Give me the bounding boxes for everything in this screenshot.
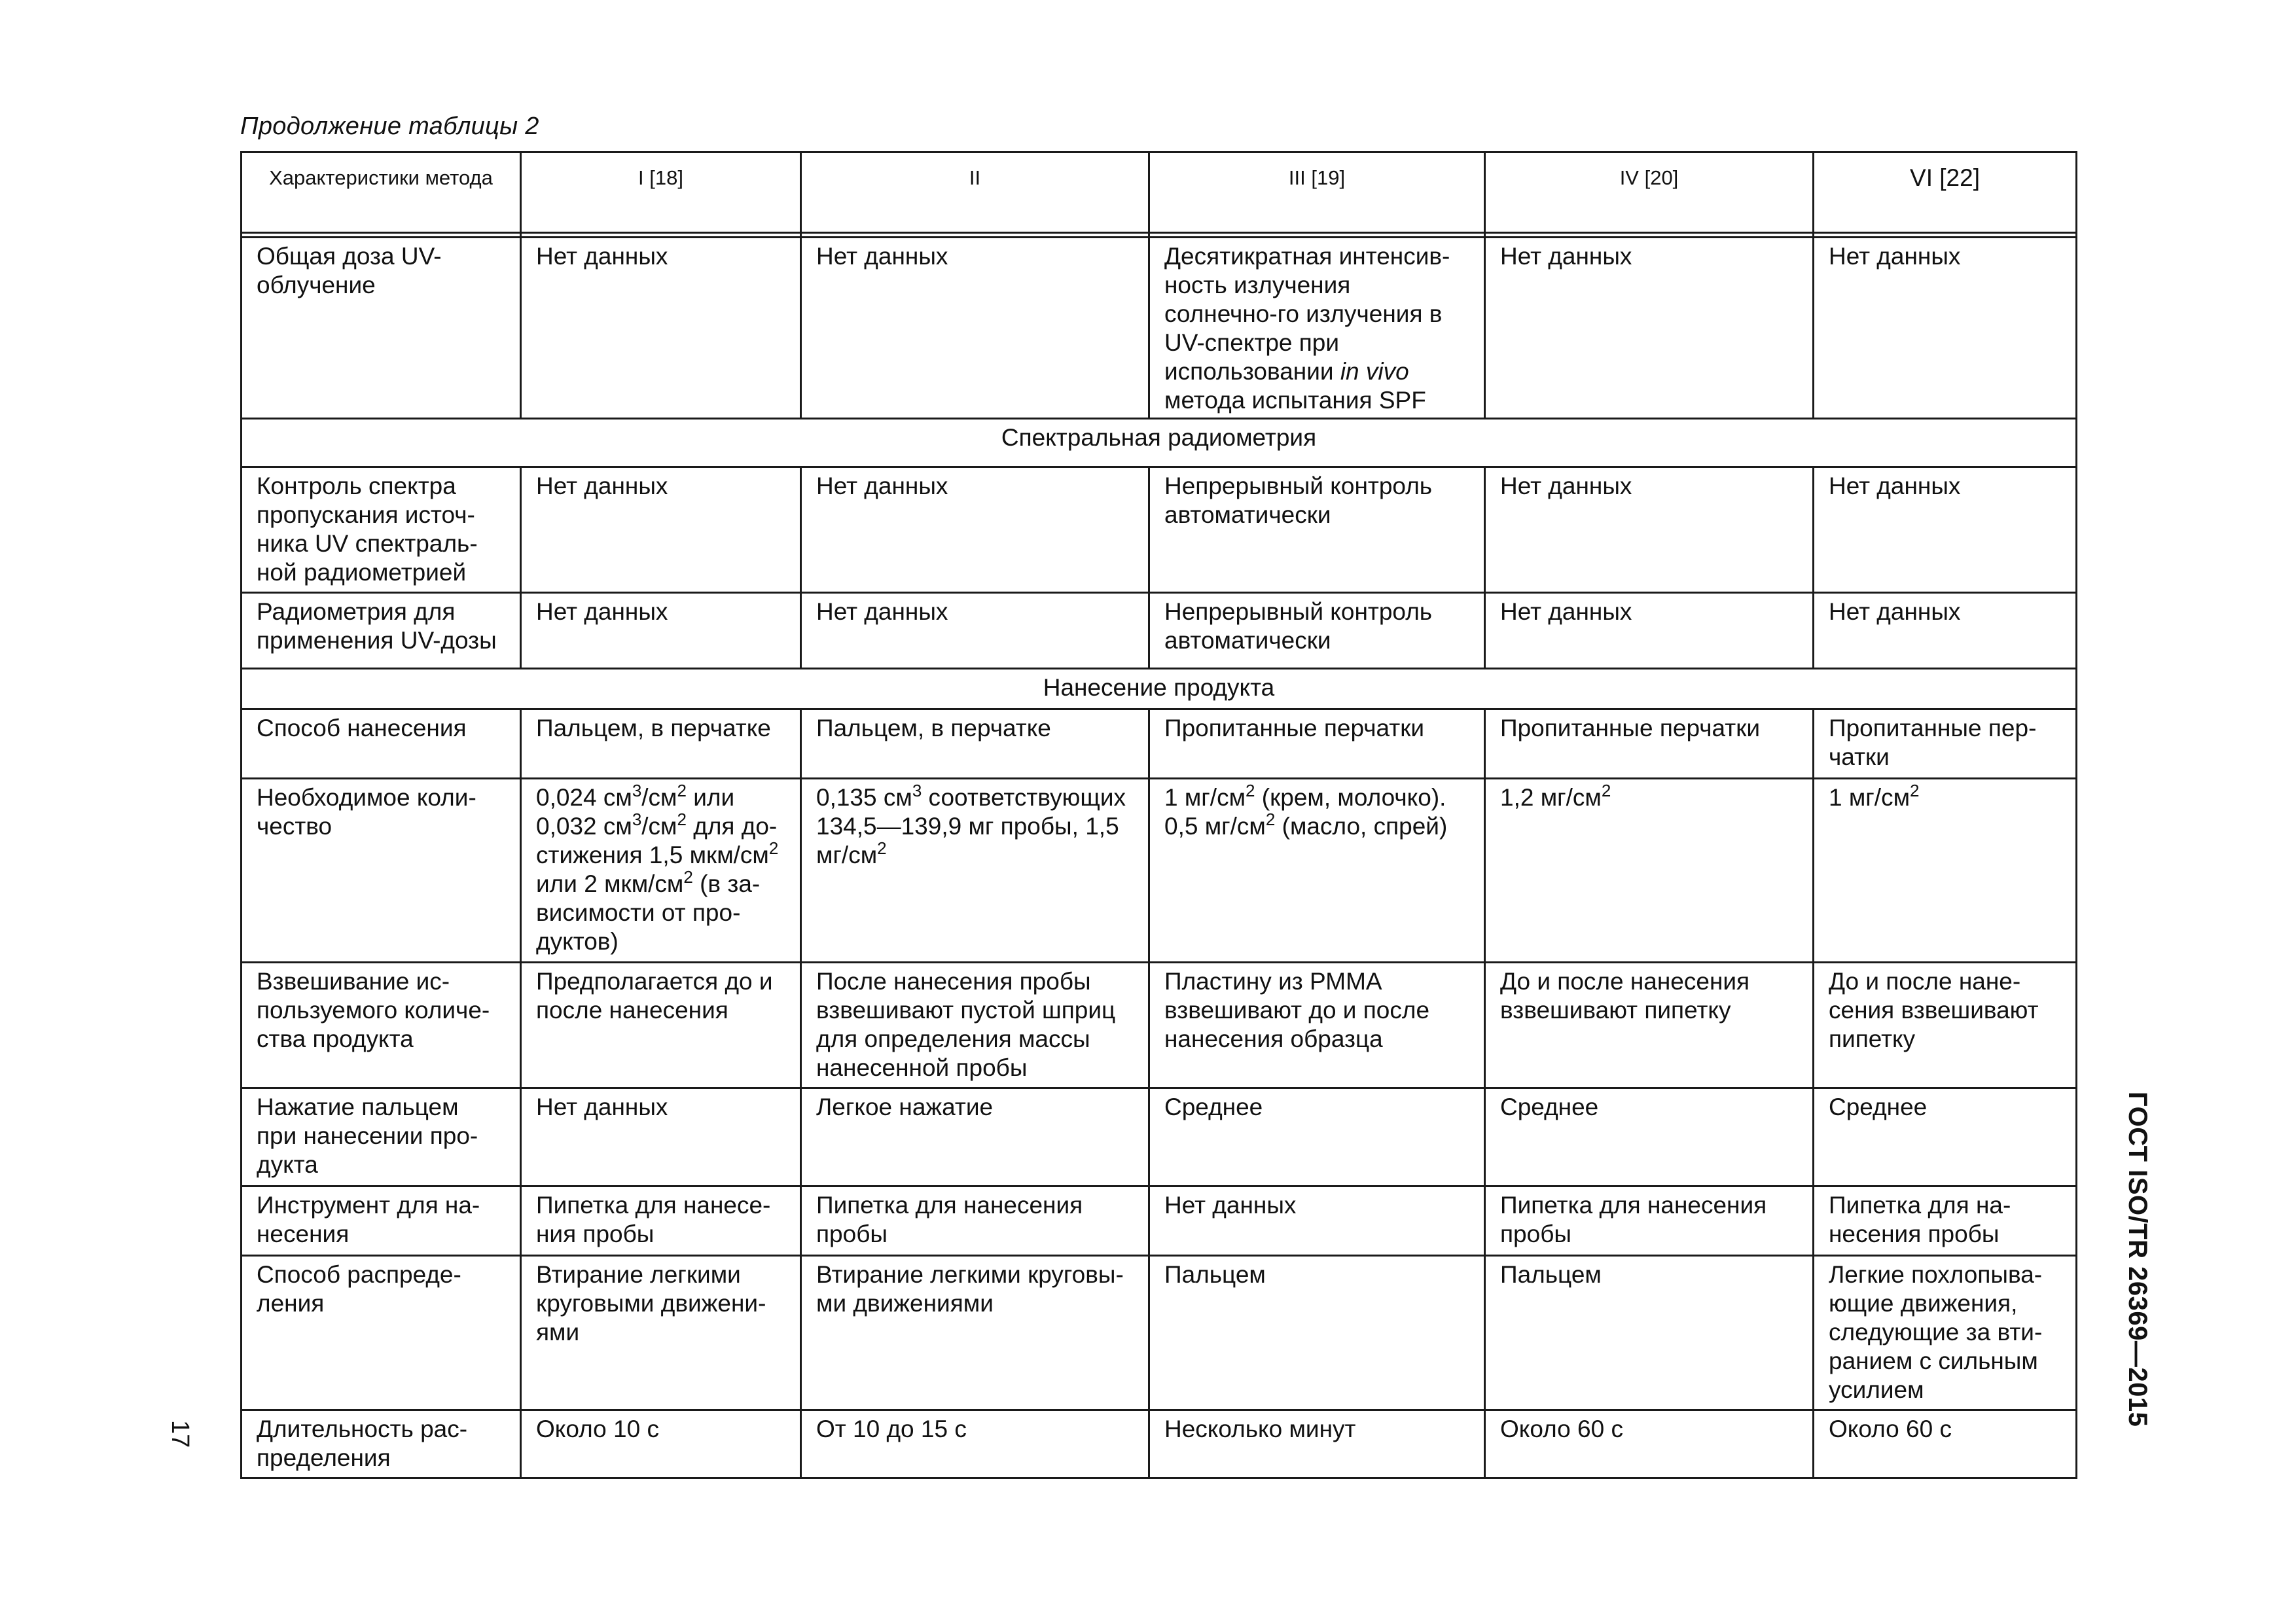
document-code: ГОСТ ISO/TR 26369—2015: [2123, 1092, 2152, 1427]
table-cell: Нет данных: [1485, 467, 1814, 593]
table-cell: Пальцем: [1485, 1256, 1814, 1410]
page-number: 17: [166, 1420, 194, 1448]
table-cell: Десятикратная интенсив-ность излучения солнечно-го излучения в UV-спектре при использовании in vivo метода испытания SPF: [1149, 238, 1485, 419]
table-row: [242, 963, 2077, 1088]
row-label: Длительность рас-пределения: [242, 1410, 521, 1478]
table-cell: Нет данных: [1814, 593, 2077, 669]
table-cell: До и после нане-сения взвешивают пипетку: [1814, 963, 2077, 1088]
table-cell: Несколько минут: [1149, 1410, 1485, 1478]
header-row: [242, 152, 2077, 233]
table-cell: 1 $мг/см^2$ (крем, молочко). 0,5 $мг/см^2$ (масло, спрей): [1149, 779, 1485, 963]
table-cell: Непрерывный контроль автоматически: [1149, 593, 1485, 669]
section-row: [242, 669, 2077, 709]
table-row: [242, 709, 2077, 779]
row-label: Радиометрия для применения UV-дозы: [242, 593, 521, 669]
table-cell: Пропитанные перчатки: [1485, 709, 1814, 779]
table-cell: Легкое нажатие: [801, 1088, 1149, 1186]
table-cell: Среднее: [1485, 1088, 1814, 1186]
table-cell: Пропитанные перчатки: [1149, 709, 1485, 779]
table-cell: 0,135 $см^3$ соответствующих 134,5—139,9 мг пробы, 1,5 $мг/см^2$: [801, 779, 1149, 963]
header-col-i: I [18]: [521, 152, 801, 233]
table-cell: Втирание легкими круговыми движени-ями: [521, 1256, 801, 1410]
table-cell: Пальцем, в перчатке: [521, 709, 801, 779]
table-row: [242, 467, 2077, 593]
row-label: Инструмент для на-несения: [242, 1186, 521, 1256]
header-col-iv: IV [20]: [1485, 152, 1814, 233]
table-cell: Пропитанные пер-чатки: [1814, 709, 2077, 779]
table-cell: Нет данных: [801, 467, 1149, 593]
header-separator: [242, 233, 2077, 238]
table-cell: Нет данных: [1814, 467, 2077, 593]
header-method-characteristics: Характеристики метода: [242, 152, 521, 233]
table-cell: Нет данных: [521, 467, 801, 593]
table-cell: Среднее: [1149, 1088, 1485, 1186]
table-cell: Предполагается до и после нанесения: [521, 963, 801, 1088]
row-label: Необходимое коли-чество: [242, 779, 521, 963]
row-label: Нажатие пальцем при нанесении про-дукта: [242, 1088, 521, 1186]
table-cell: Пальцем, в перчатке: [801, 709, 1149, 779]
table-cell: Нет данных: [801, 238, 1149, 419]
table-cell: Около 10 с: [521, 1410, 801, 1478]
table-cell: Пипетка для на-несения пробы: [1814, 1186, 2077, 1256]
section-title-application: Нанесение продукта: [242, 669, 2077, 709]
table-cell: После нанесения пробы взвешивают пустой шприц для определения массы нанесенной пробы: [801, 963, 1149, 1088]
table-row: [242, 1410, 2077, 1478]
table-row: [242, 1088, 2077, 1186]
table-cell: Среднее: [1814, 1088, 2077, 1186]
table-cell: Пипетка для нанесения пробы: [1485, 1186, 1814, 1256]
table-row: [242, 1256, 2077, 1410]
header-col-ii: II: [801, 152, 1149, 233]
row-label: Способ нанесения: [242, 709, 521, 779]
header-col-vi: VI [22]: [1814, 152, 2077, 233]
table-cell: До и после нанесения взвешивают пипетку: [1485, 963, 1814, 1088]
table-row: [242, 238, 2077, 419]
table-cell: Около 60 с: [1814, 1410, 2077, 1478]
table-cell: Пальцем: [1149, 1256, 1485, 1410]
table-cell: Нет данных: [1149, 1186, 1485, 1256]
table-row: [242, 779, 2077, 963]
row-label: Общая доза UV-облучение: [242, 238, 521, 419]
table-cell: Около 60 с: [1485, 1410, 1814, 1478]
section-row: [242, 419, 2077, 467]
row-label: Контроль спектра пропускания источ-ника UV спектраль-ной радиометрией: [242, 467, 521, 593]
table-cell: Нет данных: [521, 238, 801, 419]
row-label: Способ распреде-ления: [242, 1256, 521, 1410]
characteristics-table: [240, 151, 2077, 1479]
table-cell: Пипетка для нанесения пробы: [801, 1186, 1149, 1256]
table-cell: Втирание легкими круговы-ми движениями: [801, 1256, 1149, 1410]
table-cell: 1 $мг/см^2$: [1814, 779, 2077, 963]
table-row: [242, 1186, 2077, 1256]
table-cell: 0,024 $см^3/см^2$ или 0,032 $см^3/см^2$ для до-стижения 1,5 мкм/$см^2$ или 2 мкм/$см^2$ (в за-висимости от про-дуктов): [521, 779, 801, 963]
table-cell: Нет данных: [1485, 593, 1814, 669]
table-cell: Пипетка для нанесе-ния пробы: [521, 1186, 801, 1256]
table-caption: Продолжение таблицы 2: [240, 113, 539, 140]
table-cell: 1,2 $мг/см^2$: [1485, 779, 1814, 963]
section-title-radiometry: Спектральная радиометрия: [242, 419, 2077, 467]
table-cell: Пластину из РММА взвешивают до и после нанесения образца: [1149, 963, 1485, 1088]
table-row: [242, 593, 2077, 669]
table-cell: Нет данных: [521, 1088, 801, 1186]
header-col-iii: III [19]: [1149, 152, 1485, 233]
table-cell: Нет данных: [801, 593, 1149, 669]
table-cell: Нет данных: [521, 593, 801, 669]
table-cell: От 10 до 15 с: [801, 1410, 1149, 1478]
table-cell: Нет данных: [1485, 238, 1814, 419]
table-cell: Нет данных: [1814, 238, 2077, 419]
table-cell: Легкие похлопыва-ющие движения, следующие за вти-ранием с сильным усилием: [1814, 1256, 2077, 1410]
row-label: Взвешивание ис-пользуемого количе-ства продукта: [242, 963, 521, 1088]
table-cell: Непрерывный контроль автоматически: [1149, 467, 1485, 593]
